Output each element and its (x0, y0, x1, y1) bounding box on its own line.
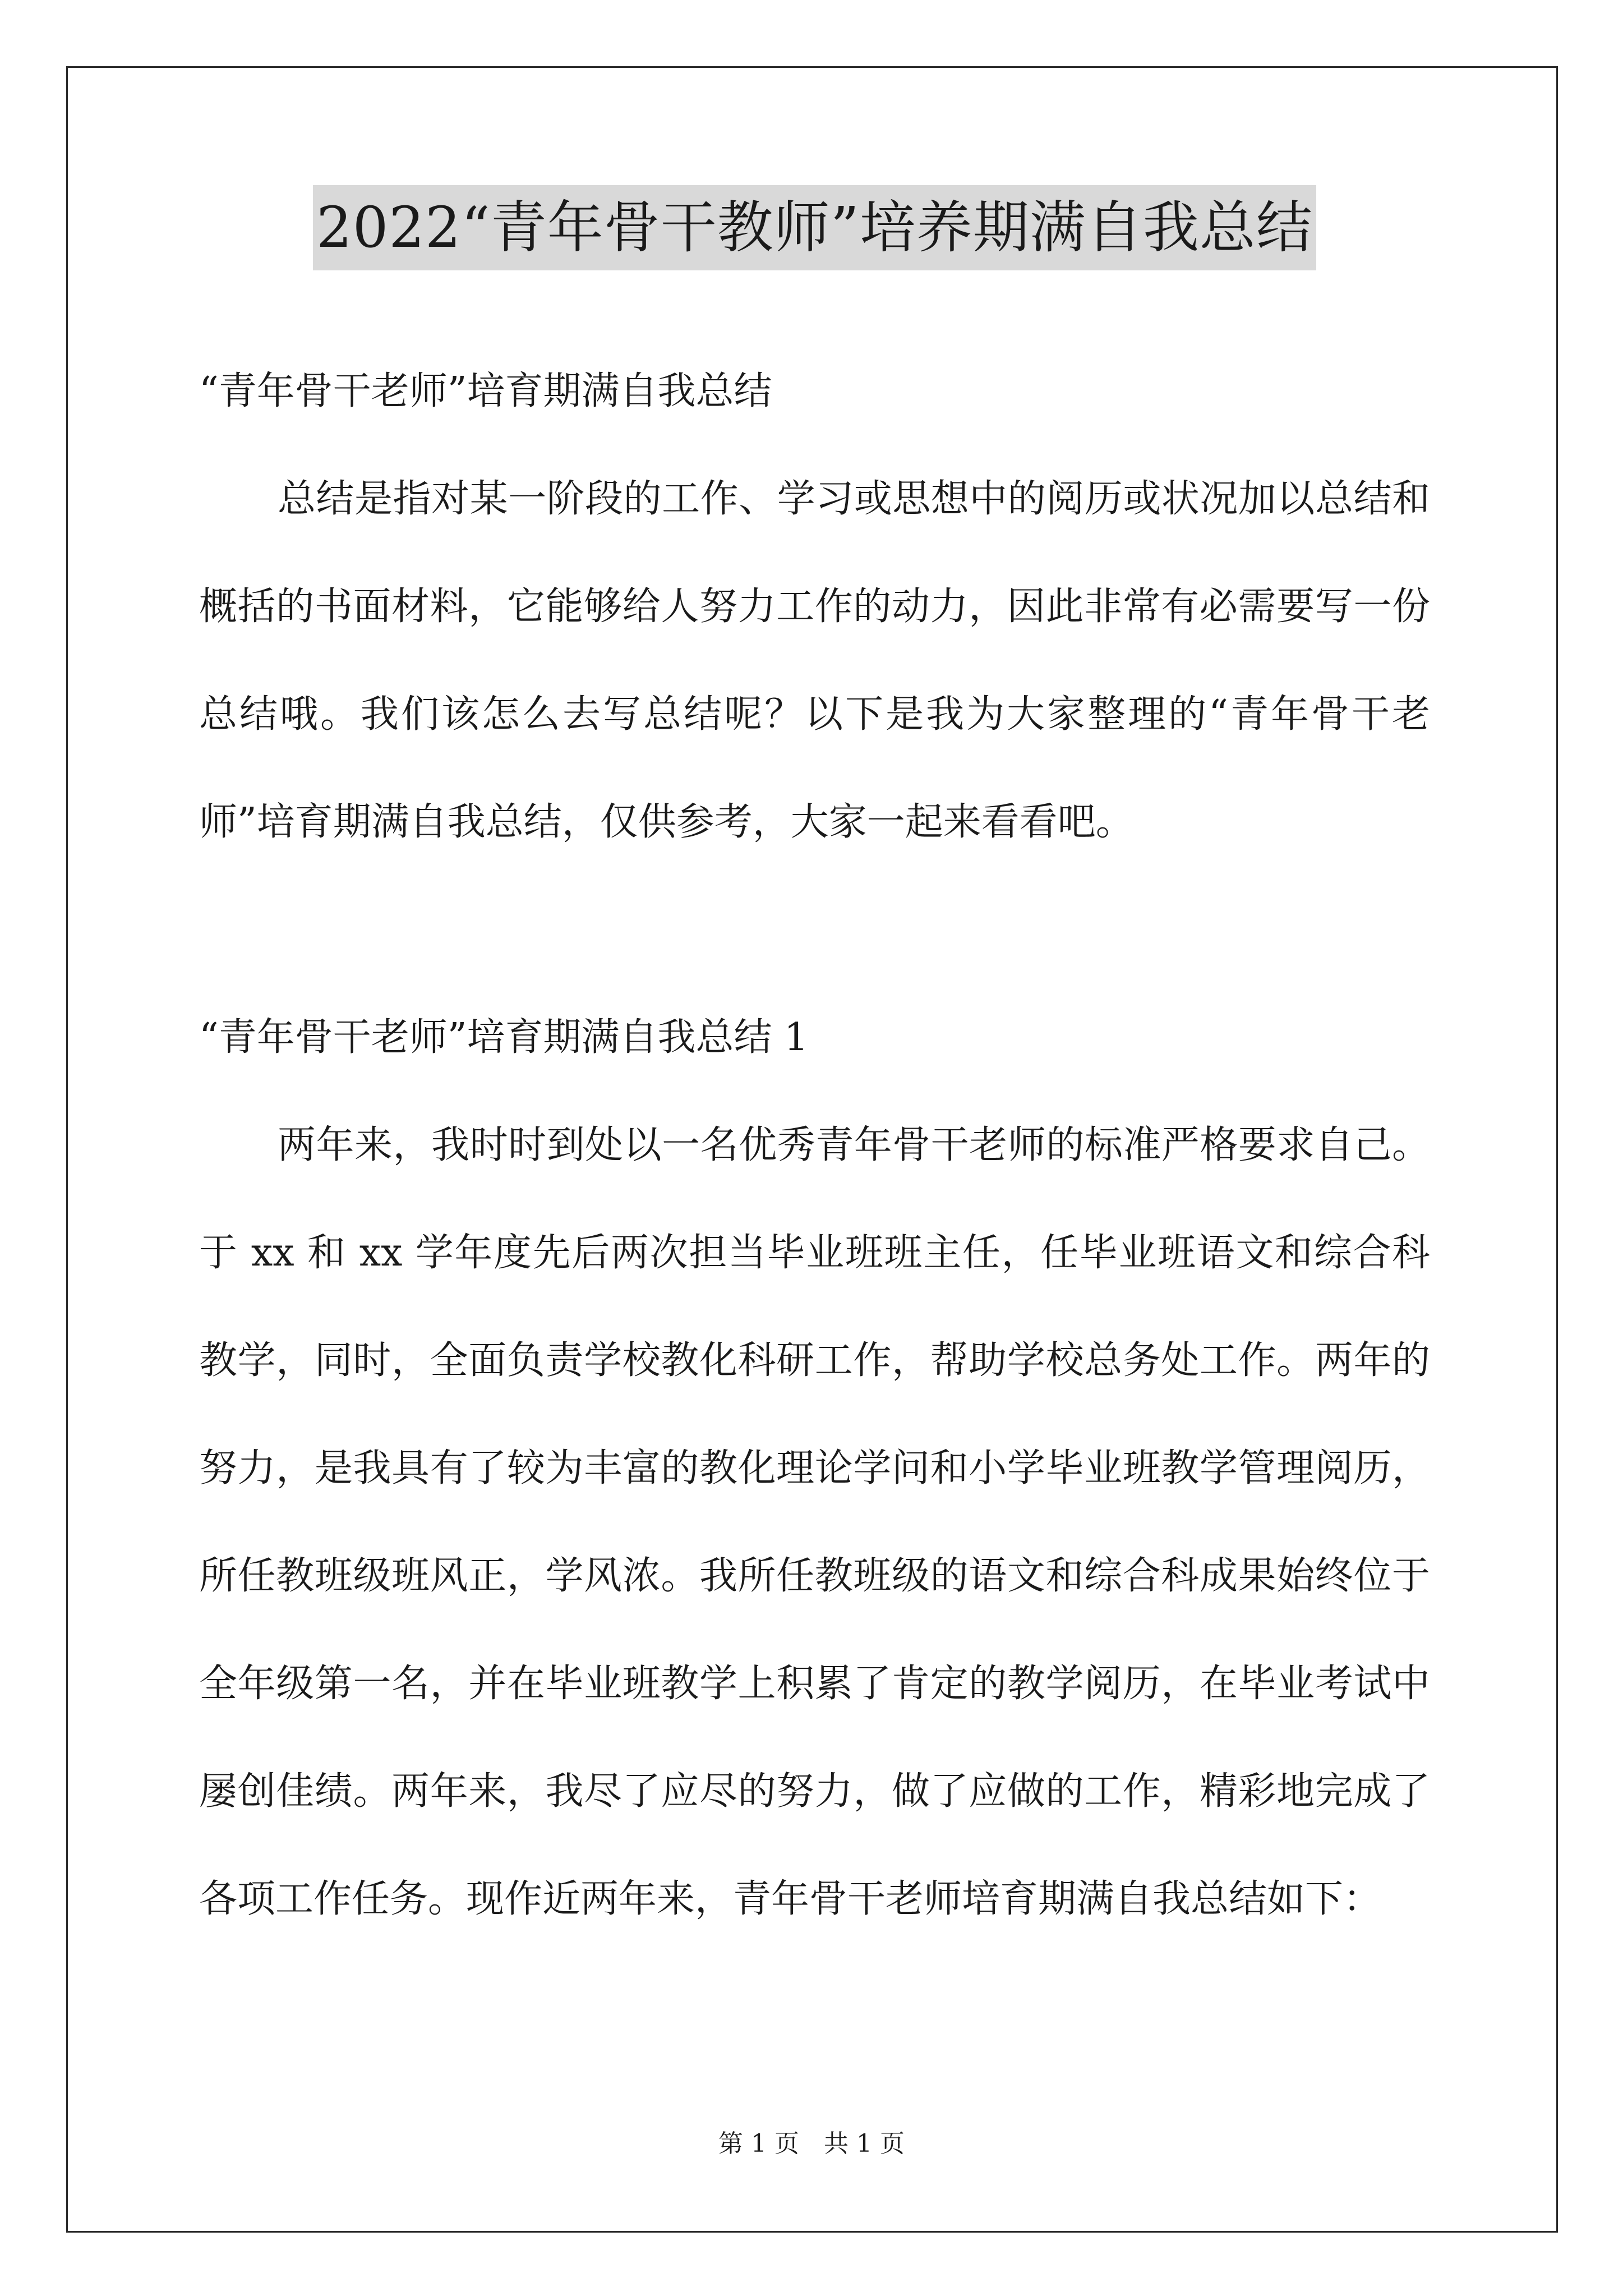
document-title: 2022“青年骨干教师”培养期满自我总结 (313, 185, 1316, 270)
page-footer: 第 1 页 共 1 页 (718, 2129, 905, 2158)
section-spacer (199, 876, 1430, 984)
intro-paragraph: 总结是指对某一阶段的工作、学习或思想中的阅历或状况加以总结和概括的书面材料，它能够给人努力工作的动力，因此非常有必需要写一份总结哦。我们该怎么去写总结呢？以下是我为大家整理的“青年骨干老师”培育期满自我总结，仅供参考，大家一起来看看吧。 (199, 477, 1430, 844)
section-1-paragraph: 两年来，我时时到处以一名优秀青年骨干老师的标准严格要求自己。于 xx 和 xx 学年度先后两次担当毕业班班主任，任毕业班语文和综合科教学，同时，全面负责学校教化科研工作，帮助学校总务处工作。两年的努力，是我具有了较为丰富的教化理论学问和小学毕业班教学管理阅历，所任教班级班风正，学风浓。我所任教班级的语文和综合科成果始终位于全年级第一名，并在毕业班教学上积累了肯定的教学阅历，在毕业考试中屡创佳绩。两年来，我尽了应尽的努力，做了应做的工作，精彩地完成了各项工作任务。现作近两年来，青年骨干老师培育期满自我总结如下： (199, 1123, 1430, 1921)
title-wrapper (199, 185, 1430, 270)
document-body (199, 185, 1430, 1953)
section-1-heading: “青年骨干老师”培育期满自我总结 1 (199, 1015, 809, 1060)
document-subtitle: “青年骨干老师”培育期满自我总结 (199, 369, 772, 413)
